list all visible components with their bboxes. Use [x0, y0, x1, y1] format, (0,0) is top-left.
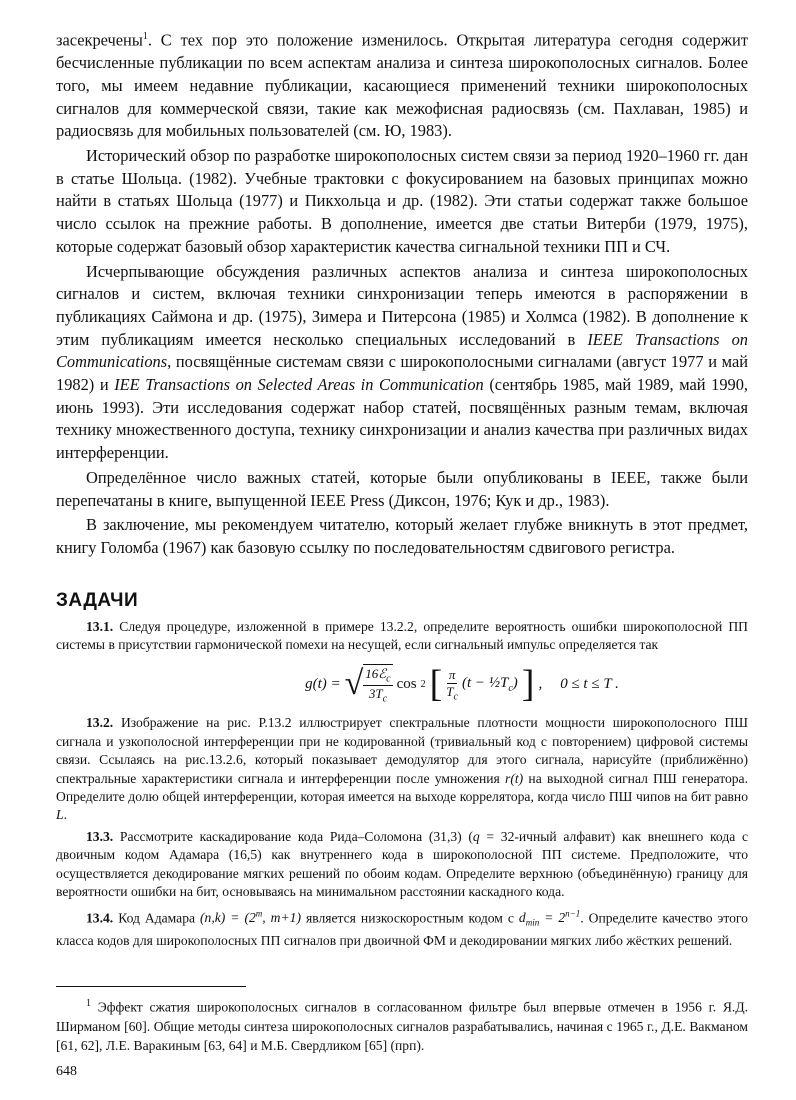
paragraph-2: Исторический обзор по разработке широкополосных систем связи за период 1920–1960 гг. дан в статье Шольца. (1982). Учебные трактовки с фокусированием на базовых принципах можно найти в статьях Шольца (1977) и Пикхольца и др. (1982). Эти статьи содержат также большое число ссылок на прежние работы. В дополнение, имеется две статьи Витерби (1979, 1975), которые содержат базовый обзор характеристик качества сигнальной техники ПП и СЧ.: [56, 145, 748, 256]
paragraph-4: Определённое число важных статей, которые были опубликованы в IEEE, также были перепечатаны в книге, выпущенной IEEE Press (Диксон, 1976; Кук и др., 1983).: [56, 467, 748, 510]
problem-13-4: 13.4. Код Адамара $(n,k) = (2^m$, m+1) является низкоскоростным кодом с $d_{min} = 2^{n-1}$. Определите качество этого класса кодов для широкополосных ПП сигналов при двоичной ФМ и декодировании мягких либо жёстких решений.: [56, 908, 748, 949]
problem-number: 13.1.: [86, 618, 114, 634]
journal-title: IEEE Transactions on Communications: [56, 329, 748, 372]
footnote-divider: [56, 986, 246, 987]
formula-13-1: g(t) = √ $\frac{16ℰ_c}{3T_c}$ cos 2 [ $\frac{\pi}{T_c}$ $(t - \frac{1}{2}T_c)$ ] , 0 ≤ t ≤ T .: [305, 663, 619, 706]
paragraph-3: Исчерпывающие обсуждения различных аспектов анализа и синтеза широкополосных сигналов и систем, включая техники синхронизации теперь имеются в распоряжении в публикациях Саймона и др. (1975), Зимера и Питерсона (1985) и Холмса (1982). В дополнение к этим публикациям имеется несколько специальных исследований в IEEE Transactions on Communications, посвящённые системам связи с широкополосными сигналами (август 1977 и май 1982) и IEE Transactions on Selected Areas in Communication (сентябрь 1985, май 1989, май 1990, июнь 1993). Эти исследования содержат набор статей, посвящённых разным темам, включая технику множественного доступа, технику синхронизации и анализ качества при различных видах интерференции.: [56, 261, 749, 463]
problem-13-3: 13.3. Рассмотрите каскадирование кода Рида–Соломона (31,3) (q = 32-ичный алфавит) как внешнего кода с двоичным кодом Адамара (16,5) как внутреннего кода в широкополосной ПП системе. Предположите, что осуществляется декодирование мягких решений по обоим кодам. Определите верхнюю (объединённую) границу для вероятности ошибки на бит, основываясь на минимальном расстоянии каскадного кода.: [56, 828, 748, 900]
problem-number: 13.2.: [86, 715, 114, 731]
footnote-mark: 1: [86, 998, 91, 1009]
problem-13-1: 13.1. Следуя процедуре, изложенной в примере 13.2.2, определите вероятность ошибки широкополосной ПП системы в присутствии гармонической помехи на несущей, если сигнальный импульс определяется так: [56, 618, 748, 653]
problem-13-2: 13.2. Изображение на рис. Р.13.2 иллюстрирует спектральные плотности мощности широкополосного ПШ сигнала и узкополосной интерференции при не кодированной (тривиальный код с повторением) цифровой системы связи. Ссылаясь на рис.13.2.6, который показывает демодулятор для этого сигнала, нарисуйте (приближённо) спектральные характеристики сигнала и интерференции после умножения r(t) на выходной сигнал ПШ генератора. Определите долю общей интерференции, которая имеется на выходе коррелятора, когда число ПШ чипов на бит равно L.: [56, 715, 748, 823]
page-number: 648: [56, 1064, 77, 1079]
footnote: $^1$ Эффект сжатия широкополосных сигналов в согласованном фильтре был впервые отмечен в 1956 г. Я.Д. Ширманом [60]. Общие методы синтеза широкополосных сигналов разрабатывались, начиная с 1965 г., Д.Е. Вакманом [61, 62], Л.Е. Варакиным [63, 64] и М.Б. Свердликом [65] (прп).: [56, 998, 748, 1053]
inline-formula: $d_{min} = 2^{n-1}$: [518, 908, 581, 928]
sqrt: √ $\frac{16ℰ_c}{3T_c}$: [344, 665, 391, 705]
problem-number: 13.4.: [86, 910, 114, 926]
body-text: [56, 26, 748, 560]
inline-formula: $(n,k) = (2^m$, m+1): [200, 908, 301, 926]
problem-number: 13.3.: [86, 828, 114, 844]
journal-title: IEE Transactions on Selected Areas in Communication: [114, 375, 484, 395]
paragraph-1: засекречены$^1$. С тех пор это положение изменилось. Открытая литература сегодня содержит бесчисленные публикации по всем аспектам анализа и синтеза широкополосных сигналов. Более того, мы имеем недавние публикации, касающиеся применений техники широкополосных сигналов для коммерческой связи, такие как межофисная радиосвязь (см. Пахлаван, 1985) и радиосвязь для мобильных пользователей (см. Ю, 1983).: [56, 30, 748, 141]
footnote-ref[interactable]: 1: [142, 31, 148, 42]
paragraph-5: В заключение, мы рекомендуем читателю, который желает глубже вникнуть в этот предмет, книгу Голомба (1967) как базовую ссылку по последовательностям сдвигового регистра.: [56, 515, 748, 557]
section-heading: ЗАДАЧИ: [56, 589, 139, 611]
